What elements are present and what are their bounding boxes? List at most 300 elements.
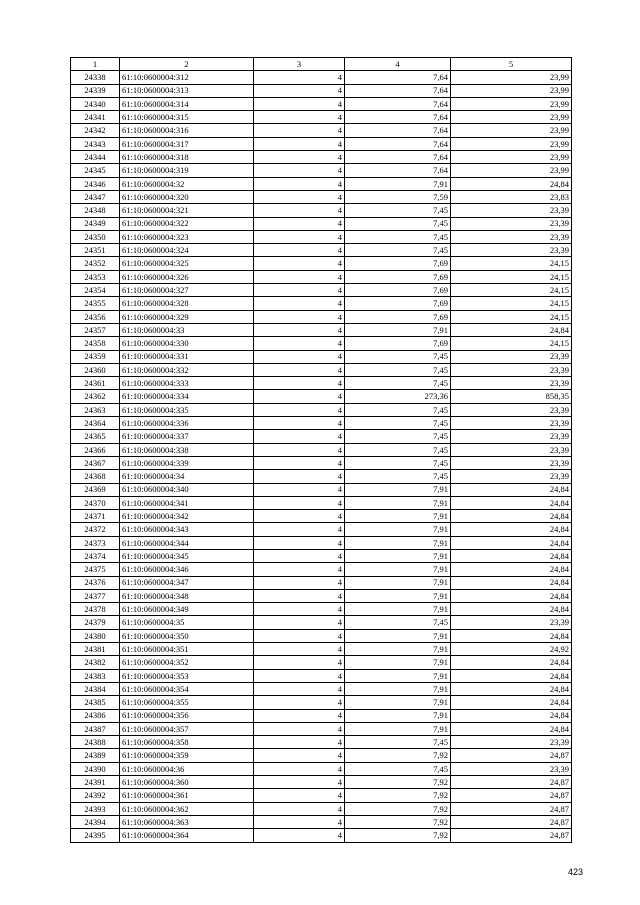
table-cell-col-2: 61:10:0600004:338 [120, 443, 254, 456]
table-cell-col-1: 24368 [71, 470, 120, 483]
table-cell-col-4: 7,45 [345, 456, 451, 469]
table-cell-col-1: 24351 [71, 244, 120, 257]
table-cell-col-4: 7,45 [345, 363, 451, 376]
table-cell-col-3: 4 [254, 456, 345, 469]
table-cell-col-1: 24371 [71, 510, 120, 523]
table-cell-col-1: 24341 [71, 111, 120, 124]
table-row [71, 363, 572, 376]
table-cell-col-3: 4 [254, 151, 345, 164]
table-cell-col-3: 4 [254, 616, 345, 629]
table-cell-col-5: 24,15 [451, 337, 572, 350]
table-cell-col-4: 7,45 [345, 217, 451, 230]
table-cell-col-1: 24379 [71, 616, 120, 629]
table-row [71, 257, 572, 270]
table-cell-col-2: 61:10:0600004:34 [120, 470, 254, 483]
table-cell-col-3: 4 [254, 190, 345, 203]
table-cell-col-2: 61:10:0600004:354 [120, 682, 254, 695]
table-cell-col-1: 24390 [71, 762, 120, 775]
table-cell-col-5: 23,39 [451, 470, 572, 483]
table-cell-col-5: 24,87 [451, 802, 572, 815]
table-cell-col-5: 23,39 [451, 736, 572, 749]
table-cell-col-5: 24,87 [451, 749, 572, 762]
table-row [71, 337, 572, 350]
table-cell-col-2: 61:10:0600004:361 [120, 789, 254, 802]
table-cell-col-4: 7,45 [345, 762, 451, 775]
table-cell-col-2: 61:10:0600004:337 [120, 430, 254, 443]
table-cell-col-2: 61:10:0600004:321 [120, 204, 254, 217]
table-row [71, 669, 572, 682]
table-cell-col-4: 7,91 [345, 177, 451, 190]
table-cell-col-4: 7,91 [345, 603, 451, 616]
table-cell-col-2: 61:10:0600004:36 [120, 762, 254, 775]
table-cell-col-3: 4 [254, 310, 345, 323]
table-cell-col-1: 24383 [71, 669, 120, 682]
table-cell-col-5: 23,99 [451, 111, 572, 124]
table-cell-col-1: 24365 [71, 430, 120, 443]
table-cell-col-4: 7,91 [345, 323, 451, 336]
table-cell-col-4: 7,92 [345, 802, 451, 815]
table-cell-col-3: 4 [254, 363, 345, 376]
table-row [71, 749, 572, 762]
table-row [71, 549, 572, 562]
table-cell-col-3: 4 [254, 270, 345, 283]
table-cell-col-1: 24354 [71, 284, 120, 297]
table-cell-col-5: 23,99 [451, 151, 572, 164]
table-row [71, 696, 572, 709]
table-cell-col-4: 7,91 [345, 669, 451, 682]
table-row [71, 470, 572, 483]
table-cell-col-5: 24,15 [451, 297, 572, 310]
table-row [71, 403, 572, 416]
table-cell-col-3: 4 [254, 643, 345, 656]
table-cell-col-5: 23,39 [451, 377, 572, 390]
table-row [71, 523, 572, 536]
table-cell-col-1: 24338 [71, 71, 120, 84]
table-cell-col-5: 23,39 [451, 217, 572, 230]
table-cell-col-3: 4 [254, 390, 345, 403]
table-cell-col-2: 61:10:0600004:32 [120, 177, 254, 190]
table-row [71, 682, 572, 695]
table-cell-col-1: 24358 [71, 337, 120, 350]
table-cell-col-4: 7,91 [345, 643, 451, 656]
table-cell-col-3: 4 [254, 164, 345, 177]
table-cell-col-5: 23,99 [451, 84, 572, 97]
table-cell-col-2: 61:10:0600004:317 [120, 137, 254, 150]
table-cell-col-3: 4 [254, 377, 345, 390]
table-row [71, 576, 572, 589]
table-row [71, 177, 572, 190]
table-cell-col-5: 24,87 [451, 829, 572, 842]
table-row [71, 496, 572, 509]
table-cell-col-4: 7,64 [345, 84, 451, 97]
table-cell-col-1: 24343 [71, 137, 120, 150]
table-cell-col-4: 7,91 [345, 722, 451, 735]
column-header-1: 1 [71, 58, 120, 71]
table-row [71, 456, 572, 469]
table-cell-col-3: 4 [254, 523, 345, 536]
table-cell-col-3: 4 [254, 470, 345, 483]
table-cell-col-3: 4 [254, 84, 345, 97]
table-cell-col-1: 24395 [71, 829, 120, 842]
table-cell-col-5: 24,84 [451, 510, 572, 523]
table-cell-col-2: 61:10:0600004:349 [120, 603, 254, 616]
table-row [71, 776, 572, 789]
table-row [71, 284, 572, 297]
table-cell-col-5: 23,99 [451, 97, 572, 110]
table-cell-col-2: 61:10:0600004:343 [120, 523, 254, 536]
table-row [71, 97, 572, 110]
table-cell-col-5: 23,39 [451, 430, 572, 443]
table-cell-col-5: 24,84 [451, 656, 572, 669]
table-cell-col-2: 61:10:0600004:314 [120, 97, 254, 110]
table-row [71, 510, 572, 523]
column-header-4: 4 [345, 58, 451, 71]
table-cell-col-3: 4 [254, 177, 345, 190]
table-cell-col-1: 24352 [71, 257, 120, 270]
page-number: 423 [568, 867, 584, 877]
table-cell-col-1: 24374 [71, 549, 120, 562]
table-cell-col-2: 61:10:0600004:333 [120, 377, 254, 390]
table-cell-col-4: 7,45 [345, 350, 451, 363]
table-cell-col-2: 61:10:0600004:322 [120, 217, 254, 230]
table-cell-col-5: 24,84 [451, 682, 572, 695]
table-cell-col-5: 24,84 [451, 629, 572, 642]
table-row [71, 430, 572, 443]
table-row [71, 297, 572, 310]
table-cell-col-1: 24386 [71, 709, 120, 722]
table-row [71, 270, 572, 283]
table-cell-col-2: 61:10:0600004:323 [120, 230, 254, 243]
table-cell-col-5: 24,87 [451, 789, 572, 802]
table-cell-col-1: 24345 [71, 164, 120, 177]
table-cell-col-2: 61:10:0600004:334 [120, 390, 254, 403]
table-cell-col-4: 7,91 [345, 696, 451, 709]
table-cell-col-4: 7,92 [345, 815, 451, 828]
table-cell-col-3: 4 [254, 549, 345, 562]
table-cell-col-3: 4 [254, 762, 345, 775]
table-cell-col-1: 24367 [71, 456, 120, 469]
table-cell-col-5: 23,99 [451, 124, 572, 137]
table-cell-col-5: 24,84 [451, 589, 572, 602]
table-cell-col-2: 61:10:0600004:358 [120, 736, 254, 749]
table-cell-col-4: 7,91 [345, 576, 451, 589]
table-cell-col-3: 4 [254, 217, 345, 230]
table-cell-col-4: 7,64 [345, 97, 451, 110]
table-cell-col-2: 61:10:0600004:329 [120, 310, 254, 323]
table-cell-col-2: 61:10:0600004:33 [120, 323, 254, 336]
table-cell-col-4: 7,91 [345, 510, 451, 523]
table-cell-col-3: 4 [254, 124, 345, 137]
table-row [71, 483, 572, 496]
table-cell-col-2: 61:10:0600004:315 [120, 111, 254, 124]
table-cell-col-1: 24361 [71, 377, 120, 390]
table-cell-col-2: 61:10:0600004:360 [120, 776, 254, 789]
table-cell-col-3: 4 [254, 815, 345, 828]
table-cell-col-2: 61:10:0600004:345 [120, 549, 254, 562]
table-cell-col-3: 4 [254, 137, 345, 150]
table-cell-col-5: 24,84 [451, 722, 572, 735]
table-cell-col-3: 4 [254, 403, 345, 416]
table-row [71, 815, 572, 828]
table-cell-col-3: 4 [254, 244, 345, 257]
table-cell-col-3: 4 [254, 297, 345, 310]
table-cell-col-5: 24,84 [451, 536, 572, 549]
table-cell-col-4: 7,69 [345, 257, 451, 270]
table-cell-col-5: 24,84 [451, 603, 572, 616]
table-cell-col-3: 4 [254, 71, 345, 84]
table-cell-col-1: 24385 [71, 696, 120, 709]
table-cell-col-4: 7,92 [345, 776, 451, 789]
table-cell-col-2: 61:10:0600004:328 [120, 297, 254, 310]
table-cell-col-3: 4 [254, 589, 345, 602]
table-row [71, 629, 572, 642]
table-cell-col-3: 4 [254, 204, 345, 217]
table-cell-col-4: 7,91 [345, 483, 451, 496]
table-cell-col-3: 4 [254, 722, 345, 735]
table-cell-col-2: 61:10:0600004:319 [120, 164, 254, 177]
table-row [71, 164, 572, 177]
table-cell-col-4: 7,91 [345, 656, 451, 669]
table-row [71, 736, 572, 749]
table-cell-col-5: 24,15 [451, 310, 572, 323]
table-cell-col-4: 7,69 [345, 297, 451, 310]
table-body [71, 71, 572, 842]
table-cell-col-3: 4 [254, 802, 345, 815]
table-cell-col-4: 7,69 [345, 310, 451, 323]
table-cell-col-5: 23,39 [451, 456, 572, 469]
table-cell-col-5: 23,39 [451, 616, 572, 629]
table-cell-col-2: 61:10:0600004:351 [120, 643, 254, 656]
table-cell-col-3: 4 [254, 257, 345, 270]
table-cell-col-2: 61:10:0600004:331 [120, 350, 254, 363]
table-cell-col-2: 61:10:0600004:348 [120, 589, 254, 602]
table-cell-col-2: 61:10:0600004:350 [120, 629, 254, 642]
table-cell-col-3: 4 [254, 536, 345, 549]
table-cell-col-5: 24,84 [451, 563, 572, 576]
table-row [71, 377, 572, 390]
table-cell-col-1: 24347 [71, 190, 120, 203]
table-cell-col-1: 24380 [71, 629, 120, 642]
table-cell-col-2: 61:10:0600004:347 [120, 576, 254, 589]
table-cell-col-5: 24,84 [451, 696, 572, 709]
table-cell-col-1: 24387 [71, 722, 120, 735]
table-cell-col-2: 61:10:0600004:352 [120, 656, 254, 669]
table-cell-col-1: 24346 [71, 177, 120, 190]
table-cell-col-2: 61:10:0600004:363 [120, 815, 254, 828]
table-row [71, 137, 572, 150]
table-cell-col-3: 4 [254, 682, 345, 695]
table-row [71, 643, 572, 656]
table-cell-col-1: 24370 [71, 496, 120, 509]
table-cell-col-3: 4 [254, 337, 345, 350]
table-cell-col-3: 4 [254, 776, 345, 789]
table-cell-col-3: 4 [254, 629, 345, 642]
table-cell-col-4: 7,91 [345, 629, 451, 642]
table-cell-col-1: 24362 [71, 390, 120, 403]
table-row [71, 217, 572, 230]
table-cell-col-4: 7,59 [345, 190, 451, 203]
table-cell-col-5: 24,84 [451, 576, 572, 589]
table-cell-col-1: 24342 [71, 124, 120, 137]
table-cell-col-1: 24357 [71, 323, 120, 336]
table-cell-col-5: 23,39 [451, 244, 572, 257]
table-cell-col-1: 24377 [71, 589, 120, 602]
table-cell-col-3: 4 [254, 483, 345, 496]
table-cell-col-1: 24381 [71, 643, 120, 656]
table-cell-col-2: 61:10:0600004:356 [120, 709, 254, 722]
table-row [71, 417, 572, 430]
table-cell-col-5: 23,39 [451, 443, 572, 456]
column-header-5: 5 [451, 58, 572, 71]
table-cell-col-1: 24339 [71, 84, 120, 97]
table-cell-col-1: 24364 [71, 417, 120, 430]
column-header-3: 3 [254, 58, 345, 71]
table-cell-col-1: 24350 [71, 230, 120, 243]
table-cell-col-3: 4 [254, 829, 345, 842]
table-cell-col-1: 24388 [71, 736, 120, 749]
table-cell-col-4: 7,69 [345, 284, 451, 297]
table-row [71, 616, 572, 629]
table-cell-col-1: 24349 [71, 217, 120, 230]
table-cell-col-4: 7,91 [345, 709, 451, 722]
table-row [71, 589, 572, 602]
table-row [71, 71, 572, 84]
table-cell-col-5: 24,92 [451, 643, 572, 656]
table-cell-col-2: 61:10:0600004:339 [120, 456, 254, 469]
table-cell-col-5: 24,84 [451, 669, 572, 682]
table-cell-col-4: 7,45 [345, 443, 451, 456]
table-cell-col-1: 24344 [71, 151, 120, 164]
table-cell-col-1: 24394 [71, 815, 120, 828]
table-cell-col-4: 7,91 [345, 496, 451, 509]
table-cell-col-4: 7,45 [345, 377, 451, 390]
table-cell-col-2: 61:10:0600004:342 [120, 510, 254, 523]
table-row [71, 789, 572, 802]
table-cell-col-4: 7,92 [345, 789, 451, 802]
table-cell-col-3: 4 [254, 656, 345, 669]
table-cell-col-5: 23,39 [451, 417, 572, 430]
table-row [71, 443, 572, 456]
table-cell-col-1: 24369 [71, 483, 120, 496]
table-row [71, 390, 572, 403]
table-cell-col-5: 23,39 [451, 403, 572, 416]
table-cell-col-5: 23,39 [451, 230, 572, 243]
table-cell-col-2: 61:10:0600004:336 [120, 417, 254, 430]
table-cell-col-1: 24376 [71, 576, 120, 589]
table-cell-col-3: 4 [254, 284, 345, 297]
table-cell-col-4: 273,36 [345, 390, 451, 403]
table-cell-col-4: 7,69 [345, 337, 451, 350]
table-cell-col-5: 23,39 [451, 363, 572, 376]
table-row [71, 124, 572, 137]
table-cell-col-4: 7,64 [345, 164, 451, 177]
table-cell-col-5: 24,84 [451, 323, 572, 336]
table-row [71, 656, 572, 669]
table-cell-col-3: 4 [254, 510, 345, 523]
table-row [71, 709, 572, 722]
table-cell-col-4: 7,45 [345, 430, 451, 443]
table-cell-col-2: 61:10:0600004:326 [120, 270, 254, 283]
table-cell-col-1: 24353 [71, 270, 120, 283]
table-cell-col-5: 24,15 [451, 257, 572, 270]
table-cell-col-2: 61:10:0600004:359 [120, 749, 254, 762]
table-cell-col-5: 23,99 [451, 164, 572, 177]
table-cell-col-2: 61:10:0600004:313 [120, 84, 254, 97]
table-cell-col-3: 4 [254, 576, 345, 589]
table-cell-col-2: 61:10:0600004:324 [120, 244, 254, 257]
table-cell-col-4: 7,45 [345, 616, 451, 629]
table-cell-col-4: 7,92 [345, 829, 451, 842]
table-cell-col-1: 24366 [71, 443, 120, 456]
table-cell-col-5: 23,39 [451, 350, 572, 363]
table-cell-col-2: 61:10:0600004:316 [120, 124, 254, 137]
table-cell-col-2: 61:10:0600004:318 [120, 151, 254, 164]
table-cell-col-4: 7,91 [345, 536, 451, 549]
table-row [71, 111, 572, 124]
table-cell-col-5: 24,84 [451, 177, 572, 190]
table-cell-col-3: 4 [254, 443, 345, 456]
table-cell-col-1: 24363 [71, 403, 120, 416]
table-cell-col-3: 4 [254, 696, 345, 709]
table-cell-col-3: 4 [254, 603, 345, 616]
table-cell-col-3: 4 [254, 111, 345, 124]
table-cell-col-4: 7,64 [345, 71, 451, 84]
table-cell-col-4: 7,92 [345, 749, 451, 762]
table-cell-col-2: 61:10:0600004:355 [120, 696, 254, 709]
table-cell-col-5: 24,15 [451, 284, 572, 297]
header-row [71, 58, 572, 71]
table-cell-col-5: 24,87 [451, 815, 572, 828]
table-cell-col-4: 7,91 [345, 682, 451, 695]
table-cell-col-5: 24,84 [451, 483, 572, 496]
table-cell-col-3: 4 [254, 736, 345, 749]
table-row [71, 350, 572, 363]
table-cell-col-4: 7,91 [345, 563, 451, 576]
table-row [71, 722, 572, 735]
table-cell-col-1: 24359 [71, 350, 120, 363]
table-cell-col-3: 4 [254, 789, 345, 802]
table-cell-col-3: 4 [254, 430, 345, 443]
table-cell-col-3: 4 [254, 749, 345, 762]
data-table [70, 57, 572, 843]
table-cell-col-3: 4 [254, 350, 345, 363]
table-cell-col-2: 61:10:0600004:332 [120, 363, 254, 376]
table-cell-col-1: 24340 [71, 97, 120, 110]
table-cell-col-5: 24,84 [451, 709, 572, 722]
table-cell-col-4: 7,45 [345, 736, 451, 749]
table-cell-col-2: 61:10:0600004:35 [120, 616, 254, 629]
table-cell-col-5: 24,15 [451, 270, 572, 283]
table-cell-col-1: 24356 [71, 310, 120, 323]
table-cell-col-1: 24378 [71, 603, 120, 616]
table-cell-col-3: 4 [254, 323, 345, 336]
table-cell-col-3: 4 [254, 97, 345, 110]
table-cell-col-4: 7,64 [345, 111, 451, 124]
table-cell-col-3: 4 [254, 709, 345, 722]
table-cell-col-5: 24,87 [451, 776, 572, 789]
table-cell-col-1: 24393 [71, 802, 120, 815]
table-cell-col-5: 23,99 [451, 137, 572, 150]
table-row [71, 829, 572, 842]
table-cell-col-1: 24392 [71, 789, 120, 802]
table-cell-col-1: 24391 [71, 776, 120, 789]
table-cell-col-2: 61:10:0600004:362 [120, 802, 254, 815]
column-header-2: 2 [120, 58, 254, 71]
table-cell-col-2: 61:10:0600004:325 [120, 257, 254, 270]
table-cell-col-5: 858,35 [451, 390, 572, 403]
table-cell-col-3: 4 [254, 417, 345, 430]
table-cell-col-2: 61:10:0600004:335 [120, 403, 254, 416]
